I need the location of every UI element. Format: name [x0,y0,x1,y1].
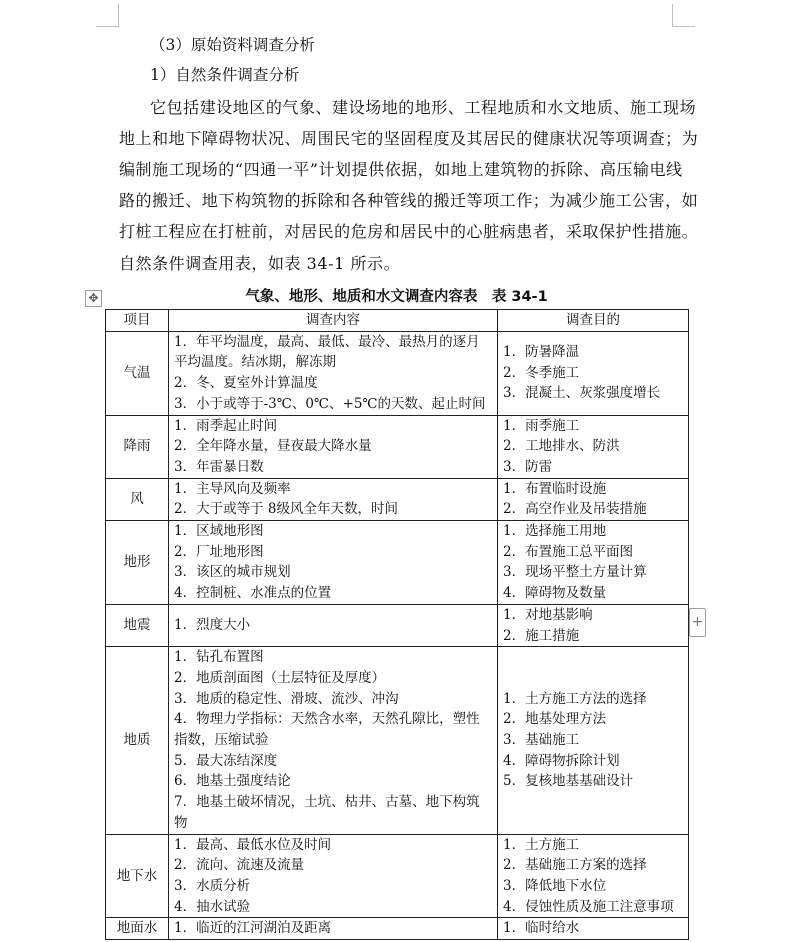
purpose-line: 1．防暑降温 [503,344,580,361]
row-content-cell [169,521,498,605]
content-line: 2．全年降水量，昼夜最大降水量 [174,438,372,455]
purpose-line: 1．布置临时设施 [503,480,607,497]
column-header-purpose: 调查目的 [498,310,689,332]
purpose-line: 1．选择施工用地 [503,523,607,540]
content-line: 3．地质的稳定性、滑坡、流沙、冲沟 [174,690,399,707]
purpose-line: 2．基础施工方案的选择 [503,857,647,874]
content-line: 4．物理力学指标：天然含水率，天然孔隙比，塑性指数，压缩试验 [174,711,480,749]
content-line: 2．地质剖面图（土层特征及厚度） [174,669,386,686]
content-line: 3．水质分析 [174,877,251,894]
purpose-line: 4．障碍物拆除计划 [503,752,620,769]
page-corner-mark-right [672,4,695,27]
row-item-label: 气温 [106,331,169,415]
purpose-line: 2．工地排水、防洪 [503,438,620,455]
purpose-line: 5．复核地基基础设计 [503,773,634,790]
row-content-cell [169,415,498,478]
purpose-line: 1．雨季施工 [503,417,580,434]
purpose-line: 1．土方施工 [503,836,580,853]
row-item-label: 地质 [106,647,169,834]
content-line: 7．地基土破坏情况，土坑、枯井、古墓、地下构筑物 [174,794,480,831]
table-row [106,918,689,940]
purpose-line: 3．降低地下水位 [503,877,607,894]
table-row [106,604,689,646]
purpose-line: 4．侵蚀性质及施工注意事项 [503,898,674,915]
subsection-heading: 1）自然条件调查分析 [150,66,300,84]
add-column-button[interactable]: + [689,608,706,637]
table-row [106,647,689,834]
content-line: 4．抽水试验 [174,898,251,915]
purpose-line: 4．障碍物及数量 [503,585,607,602]
table-row [106,415,689,478]
row-purpose-cell [498,521,689,605]
table-row [106,331,689,415]
body-paragraph-line: 编制施工现场的“四通一平”计划提供依据，如地上建筑物的拆除、高压输电线 [119,160,683,179]
content-line: 2．厂址地形图 [174,543,264,560]
content-line: 2．冬、夏室外计算温度 [174,375,318,392]
content-line: 5．最大冻结深度 [174,752,278,769]
row-content-cell [169,647,498,834]
purpose-line: 1．临时给水 [503,920,580,937]
purpose-line: 1．土方施工方法的选择 [503,690,647,707]
row-purpose-cell [498,331,689,415]
row-item-label: 地形 [106,521,169,605]
purpose-line: 3．防雷 [503,458,553,475]
row-item-label: 地震 [106,604,169,646]
row-purpose-cell [498,415,689,478]
purpose-line: 1．对地基影响 [503,606,593,623]
content-line: 3．该区的城市规划 [174,564,291,581]
content-line: 1．临近的江河湖泊及距离 [174,920,332,937]
row-item-label: 地下水 [106,834,169,918]
table-row [106,521,689,605]
table-row [106,478,689,520]
body-paragraph-line: 打桩工程应在打桩前，对居民的危房和居民中的心脏病患者，采取保护性措施。 [119,222,699,241]
row-purpose-cell [498,918,689,940]
survey-table [105,309,689,940]
row-item-label: 地面水 [106,918,169,940]
row-item-label: 风 [106,478,169,520]
row-purpose-cell [498,478,689,520]
row-purpose-cell [498,834,689,918]
content-line: 2．大于或等于 8级风全年天数，时间 [174,501,398,518]
body-paragraph-line: 自然条件调查用表，如表 34-1 所示。 [119,254,401,273]
section-heading: （3）原始资料调查分析 [150,36,315,54]
column-header-item: 项目 [106,310,169,332]
content-line: 1．最高、最低水位及时间 [174,836,332,853]
purpose-line: 2．布置施工总平面图 [503,543,634,560]
table-caption: 气象、地形、地质和水文调查内容表 表 34-1 [245,289,548,305]
body-paragraph-line: 路的搬迁、地下构筑物的拆除和各种管线的搬迁等项工作；为减少施工公害，如 [119,191,699,210]
row-content-cell [169,604,498,646]
row-purpose-cell [498,604,689,646]
content-line: 6．地基土强度结论 [174,773,291,790]
content-line: 3．年雷暴日数 [174,458,264,475]
content-line: 1．钻孔布置图 [174,649,264,666]
table-move-handle-icon[interactable]: ✥ [85,290,102,307]
table-header-row [106,310,689,332]
row-purpose-cell [498,647,689,834]
purpose-line: 3．混凝土、灰浆强度增长 [503,385,661,402]
purpose-line: 2．地基处理方法 [503,711,607,728]
content-line: 1．主导风向及频率 [174,480,291,497]
row-content-cell [169,918,498,940]
body-paragraph-line: 它包括建设地区的气象、建设场地的地形、工程地质和水文地质、施工现场 [150,98,697,117]
row-item-label: 降雨 [106,415,169,478]
row-content-cell [169,478,498,520]
content-line: 3．小于或等于-3℃、0℃、+5℃的天数、起止时间 [174,395,486,412]
content-line: 2．流向、流速及流量 [174,857,305,874]
purpose-line: 2．冬季施工 [503,364,580,381]
content-line: 1．年平均温度，最高、最低、最冷、最热月的逐月平均温度。结冰期，解冻期 [174,333,480,371]
purpose-line: 3．基础施工 [503,732,580,749]
content-line: 1．烈度大小 [174,617,251,634]
column-header-content: 调查内容 [169,310,498,332]
purpose-line: 2．高空作业及吊装措施 [503,501,647,518]
table-row [106,834,689,918]
row-content-cell [169,331,498,415]
body-paragraph-line: 地上和地下障碍物状况、周围民宅的坚固程度及其居民的健康状况等项调查；为 [119,129,699,148]
row-content-cell [169,834,498,918]
purpose-line: 2．施工措施 [503,627,580,644]
content-line: 1．雨季起止时间 [174,417,278,434]
page-corner-mark-left [96,4,119,27]
purpose-line: 3．现场平整土方量计算 [503,564,647,581]
content-line: 4．控制桩、水准点的位置 [174,585,332,602]
content-line: 1．区域地形图 [174,523,264,540]
